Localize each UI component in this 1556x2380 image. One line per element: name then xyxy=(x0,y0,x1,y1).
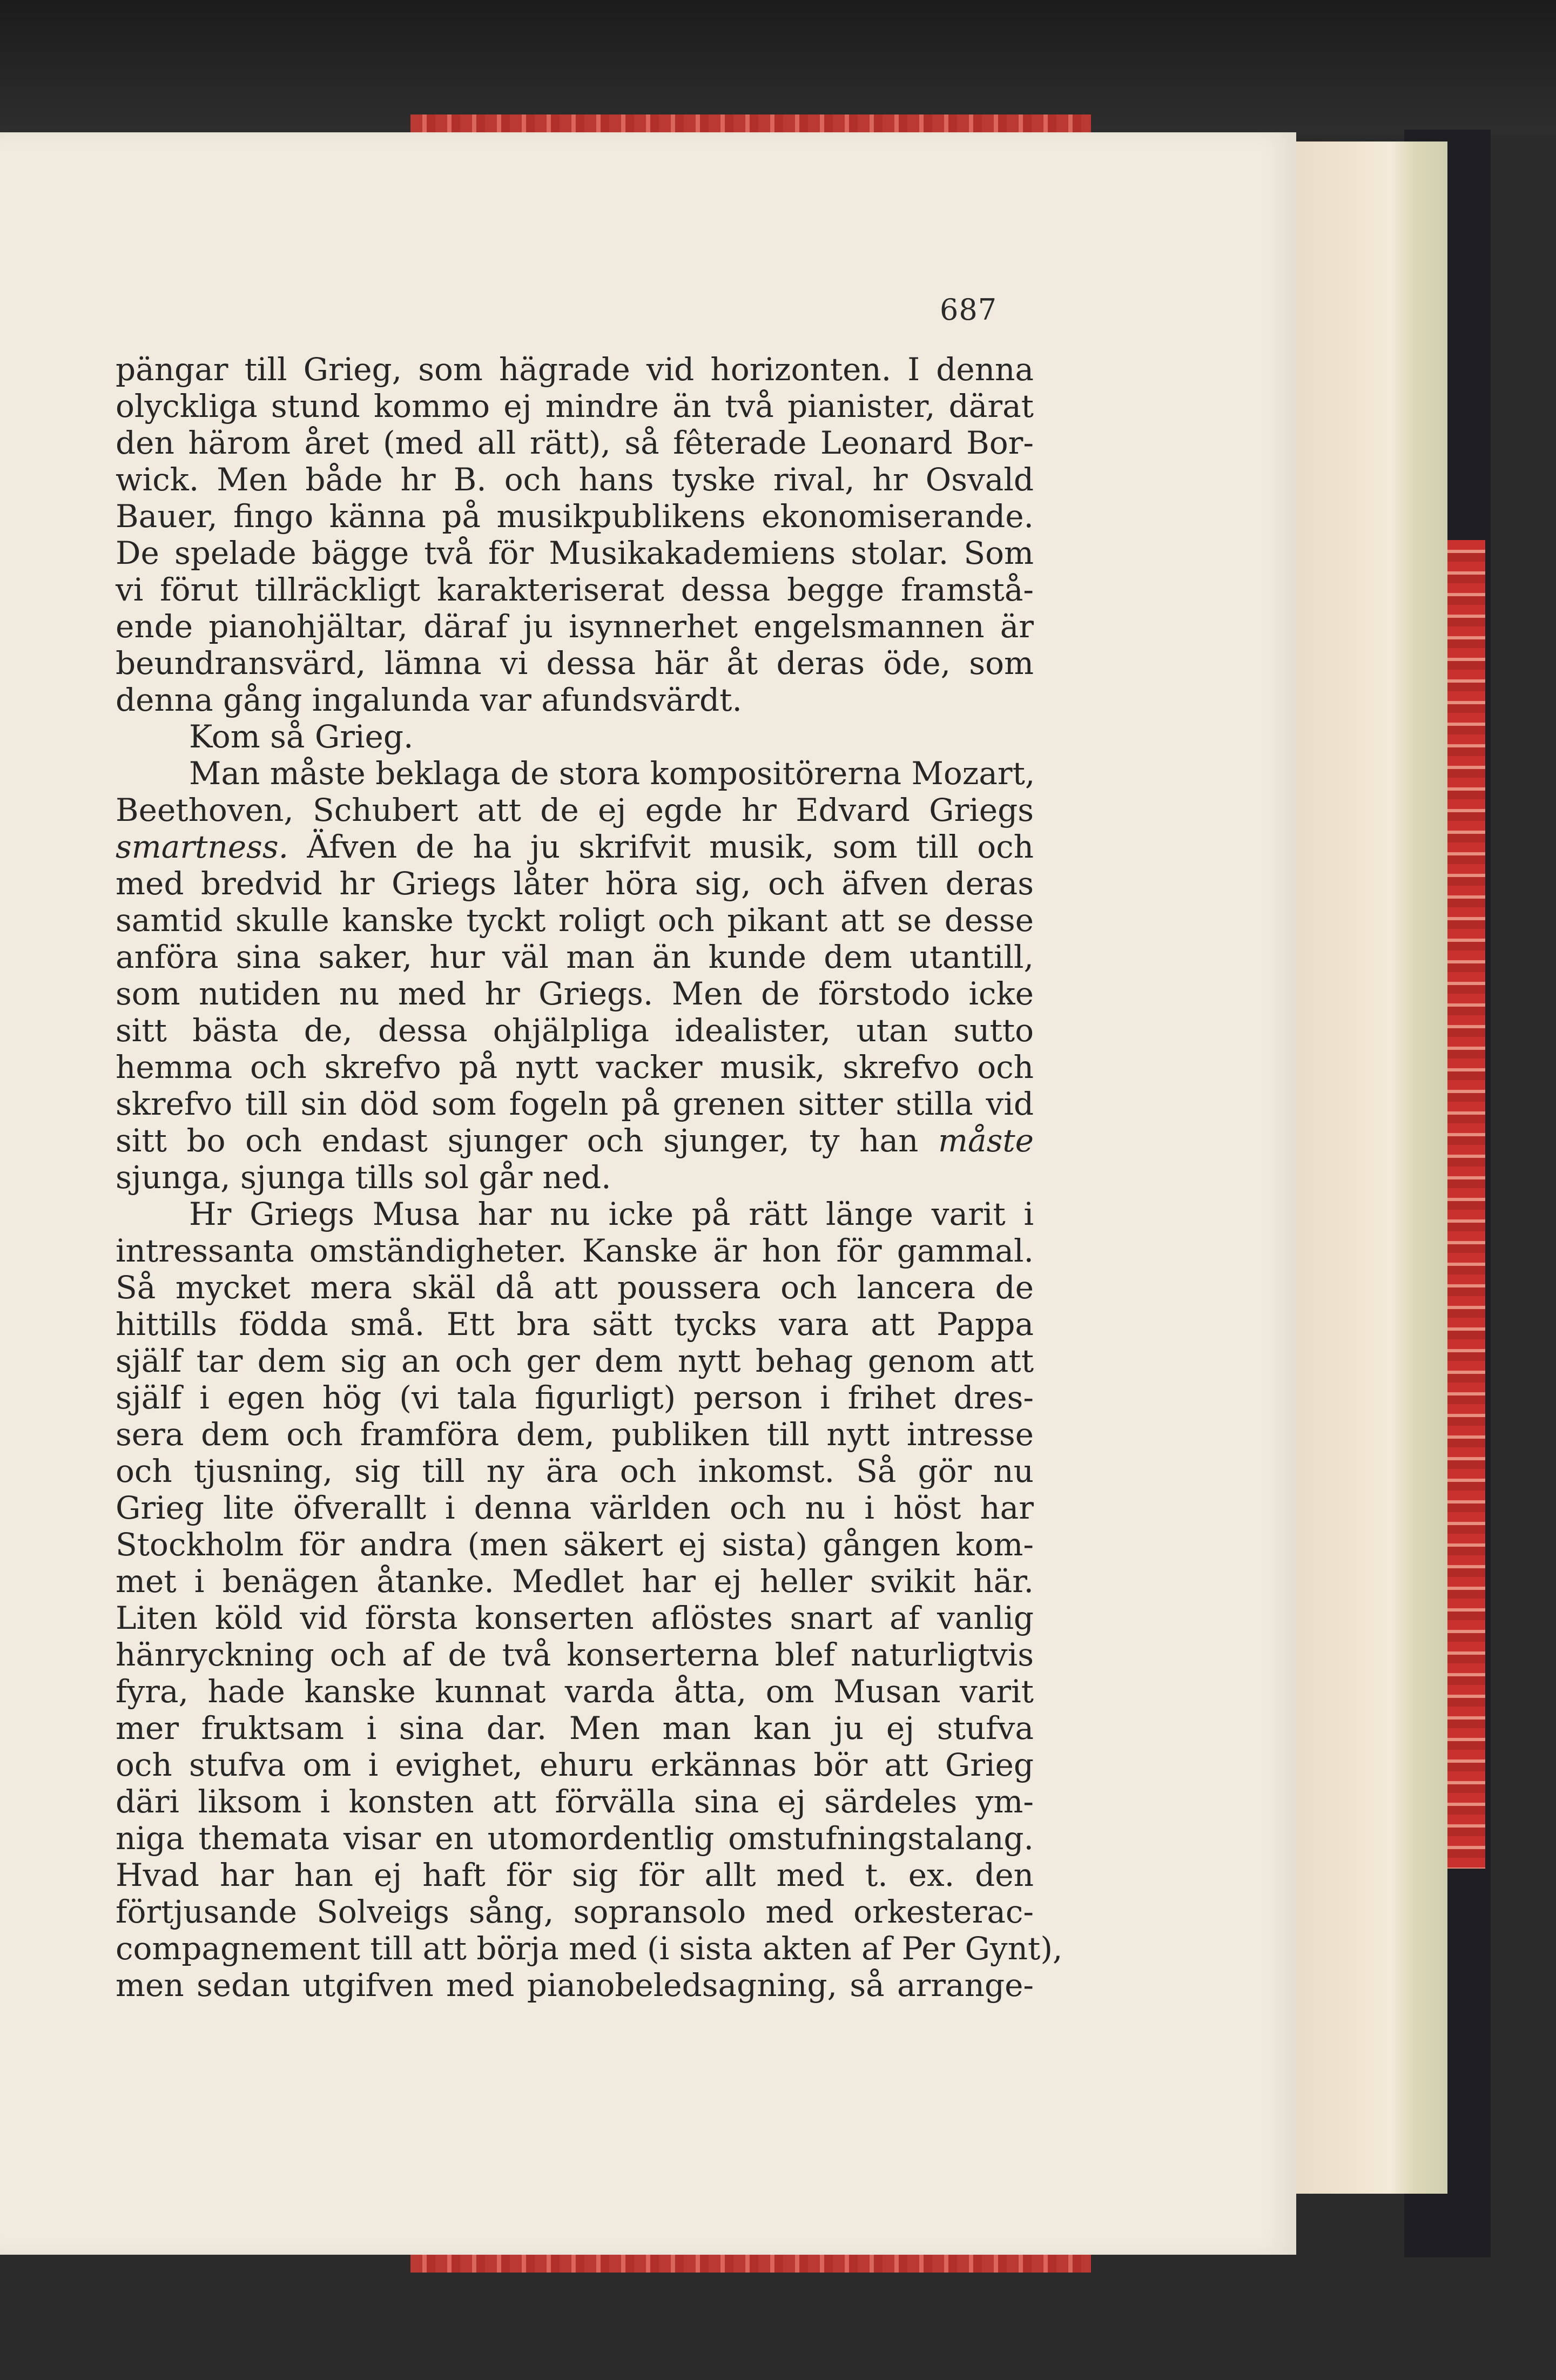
italic-word: smartness. xyxy=(116,828,289,865)
text-line: vi förut tillräckligt karakteriserat dessa begge framstå- xyxy=(116,571,1034,608)
body-text xyxy=(116,351,1063,2004)
italic-word: måste xyxy=(938,1122,1034,1159)
page-number: 687 xyxy=(940,293,998,327)
text-line: som nutiden nu med hr Griegs. Men de förstodo icke xyxy=(116,975,1034,1012)
text-line: mer fruktsam i sina dar. Men man kan ju ej stufva xyxy=(116,1710,1034,1747)
text-line: denna gång ingalunda var afundsvärdt. xyxy=(116,682,742,718)
text-line: Hvad har han ej haft för sig för allt med t. ex. den xyxy=(116,1857,1034,1893)
text-line: däri liksom i konsten att förvälla sina ej särdeles ym- xyxy=(116,1783,1034,1820)
text-line: Kom så Grieg. xyxy=(189,718,414,755)
text-line: själf tar dem sig an och ger dem nytt behag genom att xyxy=(116,1343,1034,1379)
text-line: hittills födda små. Ett bra sätt tycks vara att Pappa xyxy=(116,1306,1034,1343)
text-line: ende pianohjältar, däraf ju isynnerhet engelsmannen är xyxy=(116,608,1034,645)
text-line: och stufva om i evighet, ehuru erkännas bör att Grieg xyxy=(116,1747,1034,1783)
text-line: Hr Griegs Musa har nu icke på rätt länge varit i xyxy=(189,1196,1034,1232)
text-line: De spelade bägge två för Musikakademiens stolar. Som xyxy=(116,535,1034,571)
text-line: compagnement till att börja med (i sista akten af Per Gynt), xyxy=(116,1930,1063,1967)
text-line: skrefvo till sin död som fogeln på grenen sitter stilla vid xyxy=(116,1086,1034,1122)
text-line: och tjusning, sig till ny ära och inkomst. Så gör nu xyxy=(116,1453,1034,1489)
text-line: Beethoven, Schubert att de ej egde hr Edvard Griegs xyxy=(116,792,1034,828)
text-line: Stockholm för andra (men säkert ej sista) gången kom- xyxy=(116,1526,1034,1563)
text-line: fyra, hade kanske kunnat varda åtta, om Musan varit xyxy=(116,1673,1034,1710)
text-line: Man måste beklaga de stora kompositörerna Mozart, xyxy=(189,755,1035,792)
text-line: sjunga, sjunga tills sol går ned. xyxy=(116,1159,611,1196)
text-line xyxy=(116,828,1034,865)
text-line: beundransvärd, lämna vi dessa här åt deras öde, som xyxy=(116,645,1034,682)
page-stack-edge xyxy=(1285,141,1447,2194)
text-line: Bauer, fingo känna på musikpublikens ekonomiserande. xyxy=(116,498,1034,535)
text-line: hänryckning och af de två konserterna blef naturligtvis xyxy=(116,1636,1034,1673)
line-rest: Äfven de ha ju skrifvit musik, som till och xyxy=(288,828,1034,865)
text-line xyxy=(116,1122,1034,1159)
text-line: anföra sina saker, hur väl man än kunde dem utantill, xyxy=(116,939,1034,975)
text-line: med bredvid hr Griegs låter höra sig, och äfven deras xyxy=(116,865,1034,902)
line-start: sitt bo och endast sjunger och sjunger, ty han xyxy=(116,1122,939,1159)
text-line: sitt bästa de, dessa ohjälpliga idealister, utan sutto xyxy=(116,1012,1034,1049)
text-line: men sedan utgifven med pianobeledsagning, så arrange- xyxy=(116,1967,1034,2004)
text-line: intressanta omständigheter. Kanske är hon för gammal. xyxy=(116,1232,1034,1269)
text-line: hemma och skrefvo på nytt vacker musik, skrefvo och xyxy=(116,1049,1034,1086)
text-line: wick. Men både hr B. och hans tyske rival, hr Osvald xyxy=(116,461,1034,498)
text-line: Liten köld vid första konserten aflöstes snart af vanlig xyxy=(116,1600,1034,1636)
text-line: samtid skulle kanske tyckt roligt och pikant att se desse xyxy=(116,902,1034,939)
text-line: Grieg lite öfverallt i denna världen och nu i höst har xyxy=(116,1489,1034,1526)
text-line: niga themata visar en utomordentlig omstufningstalang. xyxy=(116,1820,1034,1857)
text-line: själf i egen hög (vi tala figurligt) person i frihet dres- xyxy=(116,1379,1034,1416)
text-line: Så mycket mera skäl då att poussera och lancera de xyxy=(116,1269,1034,1306)
text-line: olyckliga stund kommo ej mindre än två pianister, därat xyxy=(116,388,1034,424)
text-line: den härom året (med all rätt), så fêterade Leonard Bor- xyxy=(116,424,1034,461)
text-line: sera dem och framföra dem, publiken till nytt intresse xyxy=(116,1416,1034,1453)
text-line: pängar till Grieg, som hägrade vid horizonten. I denna xyxy=(116,351,1034,388)
text-line: met i benägen åtanke. Medlet har ej heller svikit här. xyxy=(116,1563,1034,1600)
text-line: förtjusande Solveigs sång, sopransolo med orkesterac- xyxy=(116,1893,1034,1930)
